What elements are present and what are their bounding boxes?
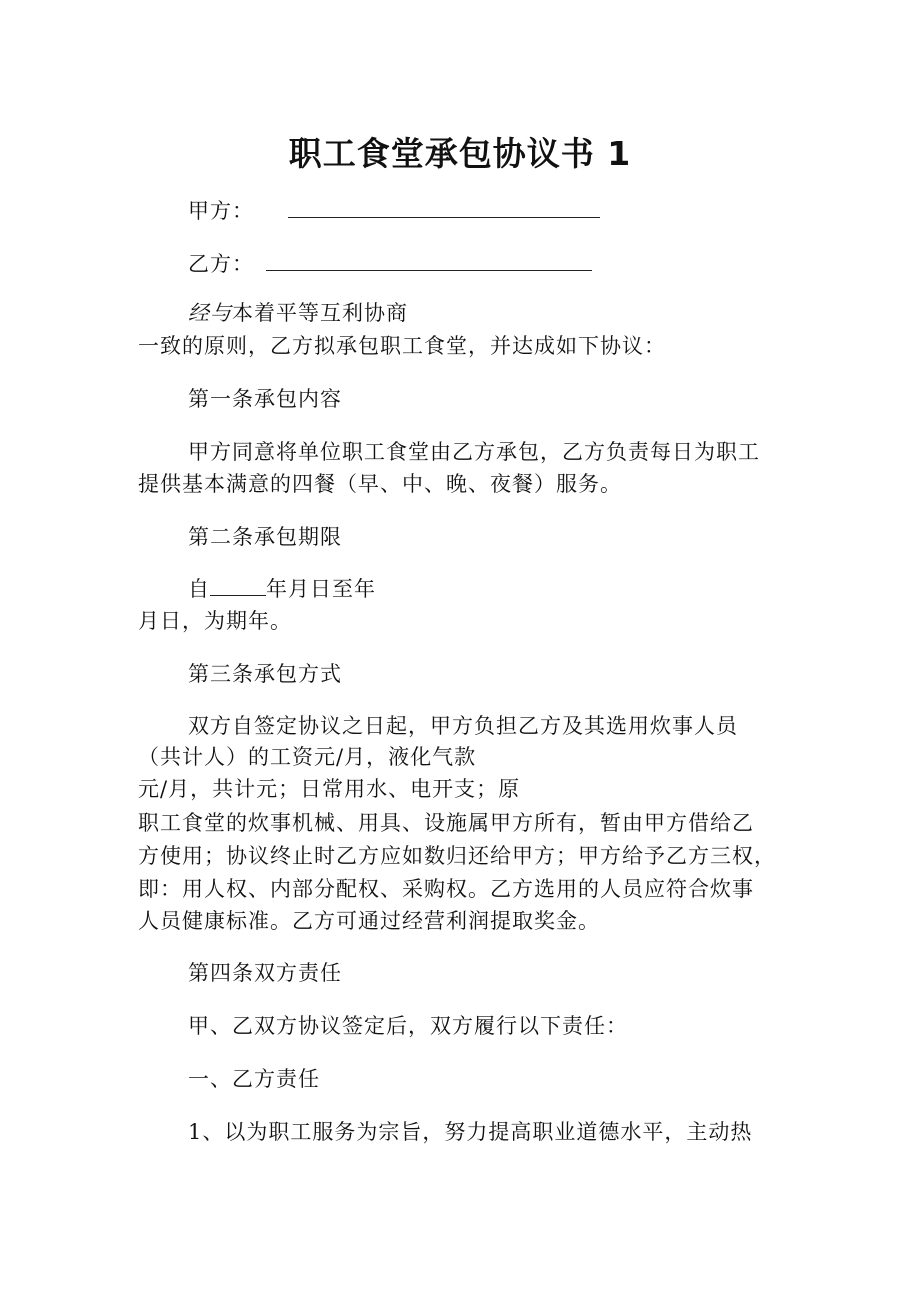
- section-b-heading: 一、乙方责任: [188, 1067, 320, 1091]
- article1-line-1: 甲方同意将单位职工食堂由乙方承包，乙方负责每日为职工: [188, 440, 760, 464]
- article4-heading: 第四条双方责任: [188, 961, 342, 985]
- article2-year-blank: [210, 575, 266, 596]
- party-b-label: 乙方：: [188, 252, 254, 276]
- intro-line-2: 一致的原则，乙方拟承包职工食堂，并达成如下协议：: [138, 334, 666, 358]
- article2-line-2: 月日，为期年。: [138, 609, 292, 633]
- article3-line: 即：用人权、内部分配权、采购权。乙方选用的人员应符合炊事: [138, 877, 754, 901]
- intro-line-1: [188, 298, 408, 328]
- article2-line-1: [188, 574, 376, 604]
- article1-line-2: 提供基本满意的四餐（早、中、晚、夜餐）服务。: [138, 472, 622, 496]
- intro-line-1-text: 本着平等互利协商: [232, 301, 408, 325]
- intro-italic-text: 经与: [188, 301, 232, 325]
- article4-intro: 甲、乙双方协议签定后，双方履行以下责任：: [188, 1014, 628, 1038]
- article3-line: （共计人）的工资元/月，液化气款: [138, 745, 477, 769]
- party-b-line: [188, 249, 592, 279]
- article3-heading: 第三条承包方式: [188, 662, 342, 686]
- document-title: 职工食堂承包协议书 1: [288, 134, 632, 173]
- article3-line: 方使用；协议终止时乙方应如数归还给甲方；甲方给予乙方三权，: [138, 844, 776, 868]
- party-a-label: 甲方：: [188, 199, 254, 223]
- article3-line: 人员健康标准。乙方可通过经营利润提取奖金。: [138, 909, 600, 933]
- article2-from-label: 自: [188, 577, 210, 601]
- article2-heading: 第二条承包期限: [188, 525, 342, 549]
- party-b-blank: [266, 250, 592, 271]
- article1-heading: 第一条承包内容: [188, 387, 342, 411]
- article3-line: 双方自签定协议之日起，甲方负担乙方及其选用炊事人员: [188, 714, 738, 738]
- party-a-line: [188, 196, 600, 226]
- article2-date-text: 年月日至年: [266, 577, 376, 601]
- item1-line-1: 1、以为职工服务为宗旨，努力提高职业道德水平，主动热: [188, 1120, 753, 1144]
- article3-line: 元/月，共计元；日常用水、电开支；原: [138, 777, 521, 801]
- party-a-blank: [288, 197, 600, 218]
- article3-line: 职工食堂的炊事机械、用具、设施属甲方所有，暂由甲方借给乙: [138, 811, 754, 835]
